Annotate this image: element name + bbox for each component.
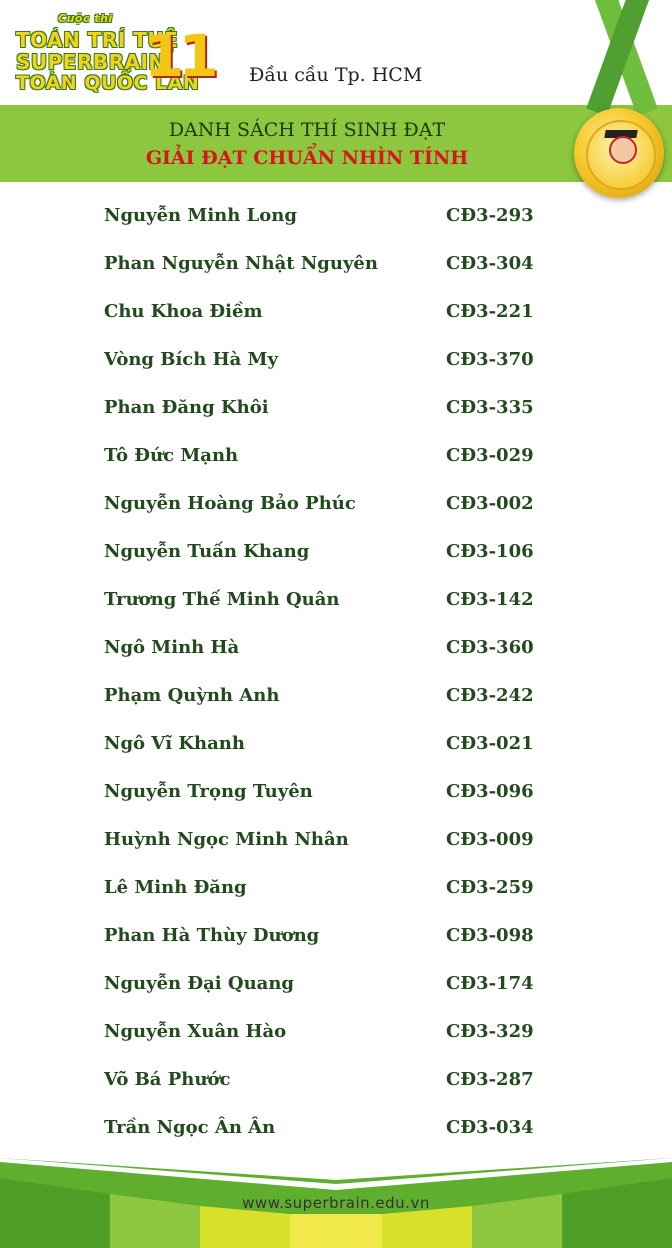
candidate-code: CĐ3-329 bbox=[446, 1021, 534, 1042]
list-item bbox=[0, 577, 672, 625]
candidate-name: Ngô Vĩ Khanh bbox=[104, 733, 245, 754]
candidate-name: Phan Nguyễn Nhật Nguyên bbox=[104, 253, 378, 274]
candidate-code: CĐ3-174 bbox=[446, 973, 534, 994]
candidate-name: Lê Minh Đăng bbox=[104, 877, 247, 898]
candidate-code: CĐ3-221 bbox=[446, 301, 534, 322]
list-item bbox=[0, 865, 672, 913]
list-item bbox=[0, 193, 672, 241]
logo-line-1: TOÁN TRÍ TUỆ bbox=[16, 28, 179, 52]
candidate-code: CĐ3-002 bbox=[446, 493, 534, 514]
logo-line-2: SUPERBRAIN bbox=[16, 50, 166, 74]
gold-medal-icon bbox=[574, 108, 664, 198]
candidate-name: Chu Khoa Điềm bbox=[104, 301, 263, 322]
candidate-code: CĐ3-029 bbox=[446, 445, 534, 466]
list-item bbox=[0, 385, 672, 433]
candidate-name: Nguyễn Trọng Tuyên bbox=[104, 781, 313, 802]
candidate-code: CĐ3-142 bbox=[446, 589, 534, 610]
candidate-name: Phan Đăng Khôi bbox=[104, 397, 269, 418]
candidate-code: CĐ3-360 bbox=[446, 637, 534, 658]
list-item bbox=[0, 817, 672, 865]
list-item bbox=[0, 433, 672, 481]
candidate-code: CĐ3-098 bbox=[446, 925, 534, 946]
candidate-name: Tô Đức Mạnh bbox=[104, 445, 239, 466]
candidate-code: CĐ3-009 bbox=[446, 829, 534, 850]
list-item bbox=[0, 1105, 672, 1153]
list-item bbox=[0, 673, 672, 721]
list-item bbox=[0, 1057, 672, 1105]
mascot-icon bbox=[609, 136, 637, 164]
candidate-code: CĐ3-096 bbox=[446, 781, 534, 802]
list-item bbox=[0, 769, 672, 817]
list-item bbox=[0, 721, 672, 769]
candidate-name: Trần Ngọc Ân Ân bbox=[104, 1117, 276, 1138]
contest-logo bbox=[16, 10, 246, 100]
banner-subtitle: GIẢI ĐẠT CHUẨN NHÌN TÍNH bbox=[145, 147, 469, 169]
candidate-code: CĐ3-106 bbox=[446, 541, 534, 562]
list-item bbox=[0, 913, 672, 961]
logo-small-text: Cuộc thi bbox=[58, 12, 113, 25]
candidate-name: Ngô Minh Hà bbox=[104, 637, 240, 658]
list-item bbox=[0, 289, 672, 337]
candidate-name: Nguyễn Xuân Hào bbox=[104, 1021, 287, 1042]
list-item bbox=[0, 529, 672, 577]
title-banner bbox=[0, 105, 672, 182]
candidate-name: Huỳnh Ngọc Minh Nhân bbox=[104, 829, 349, 850]
candidate-code: CĐ3-021 bbox=[446, 733, 534, 754]
candidate-code: CĐ3-370 bbox=[446, 349, 534, 370]
list-item bbox=[0, 481, 672, 529]
logo-number: 11 bbox=[144, 22, 213, 90]
list-item bbox=[0, 1009, 672, 1057]
candidate-name: Nguyễn Đại Quang bbox=[104, 973, 294, 994]
list-item bbox=[0, 625, 672, 673]
candidate-code: CĐ3-259 bbox=[446, 877, 534, 898]
candidate-name: Phạm Quỳnh Anh bbox=[104, 685, 280, 706]
logo-line-3: TOÀN QUỐC LẦN bbox=[16, 72, 200, 94]
candidate-name: Nguyễn Minh Long bbox=[104, 205, 297, 226]
list-item bbox=[0, 337, 672, 385]
candidate-name: Phan Hà Thùy Dương bbox=[104, 925, 320, 946]
list-item bbox=[0, 961, 672, 1009]
candidate-name: Trương Thế Minh Quân bbox=[104, 589, 340, 610]
candidate-code: CĐ3-242 bbox=[446, 685, 534, 706]
candidate-name: Vòng Bích Hà My bbox=[104, 349, 278, 370]
candidate-code: CĐ3-293 bbox=[446, 205, 534, 226]
header bbox=[0, 0, 672, 105]
website-url: www.superbrain.edu.vn bbox=[242, 1194, 430, 1212]
banner-title: DANH SÁCH THÍ SINH ĐẠT bbox=[168, 119, 446, 141]
candidate-name: Nguyễn Hoàng Bảo Phúc bbox=[104, 493, 356, 514]
candidate-name: Võ Bá Phước bbox=[104, 1069, 231, 1090]
candidate-code: CĐ3-034 bbox=[446, 1117, 534, 1138]
candidate-name: Nguyễn Tuấn Khang bbox=[104, 541, 310, 562]
candidate-code: CĐ3-304 bbox=[446, 253, 534, 274]
candidate-code: CĐ3-335 bbox=[446, 397, 534, 418]
region-label: Đầu cầu Tp. HCM bbox=[249, 64, 423, 86]
medal-emblem bbox=[586, 120, 656, 190]
candidate-code: CĐ3-287 bbox=[446, 1069, 534, 1090]
list-item bbox=[0, 241, 672, 289]
